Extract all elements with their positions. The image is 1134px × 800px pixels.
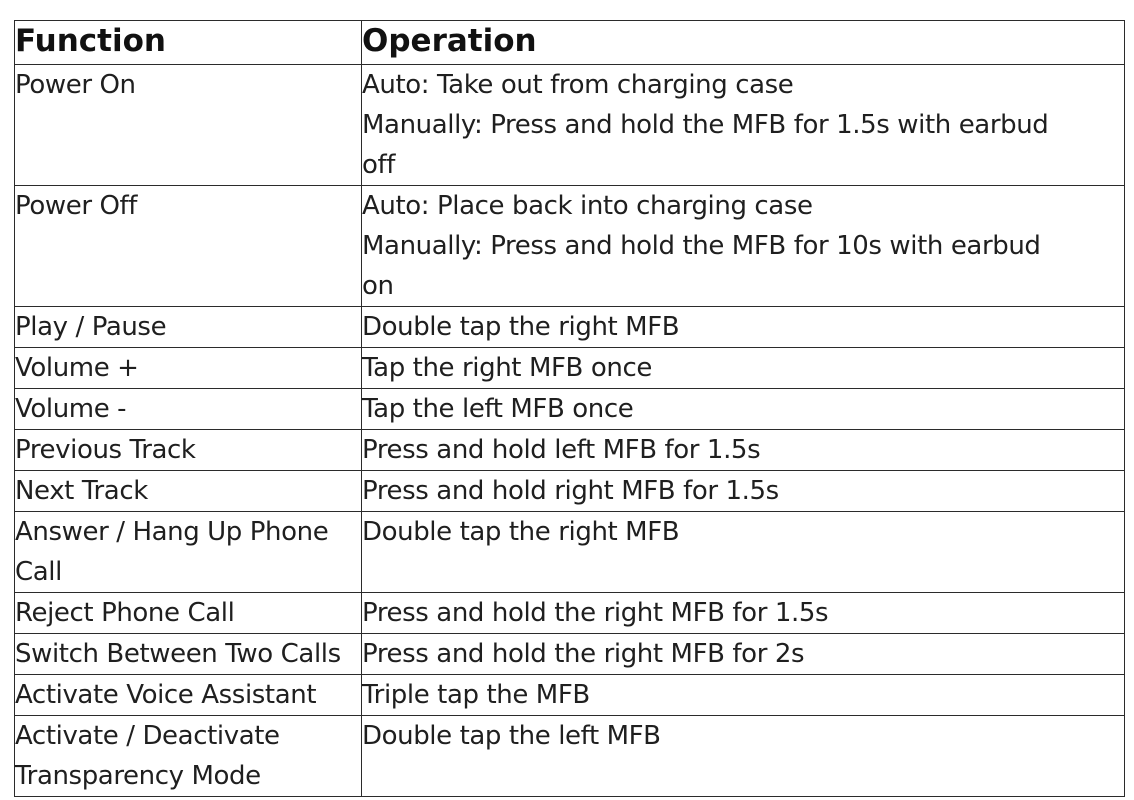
function-text: Volume - bbox=[15, 394, 127, 424]
operation-text: Press and hold the right MFB for 1.5s bbox=[362, 598, 829, 628]
table-row bbox=[15, 716, 1125, 797]
operation-text: Auto: Take out from charging case bbox=[362, 70, 794, 100]
function-text: Volume + bbox=[15, 353, 139, 383]
function-cell bbox=[15, 389, 362, 430]
function-text: Power Off bbox=[15, 191, 138, 221]
table-row bbox=[15, 348, 1125, 389]
function-cell bbox=[15, 512, 362, 593]
operation-cell bbox=[362, 65, 1125, 186]
function-text: Answer / Hang Up Phone bbox=[15, 517, 329, 547]
operation-cell bbox=[362, 307, 1125, 348]
function-cell bbox=[15, 675, 362, 716]
operation-text: Double tap the right MFB bbox=[362, 312, 680, 342]
function-cell bbox=[15, 65, 362, 186]
operation-cell bbox=[362, 348, 1125, 389]
table-row bbox=[15, 389, 1125, 430]
function-text: Activate / Deactivate bbox=[15, 721, 280, 751]
table-row bbox=[15, 430, 1125, 471]
operation-text: Double tap the left MFB bbox=[362, 721, 661, 751]
function-text: Transparency Mode bbox=[15, 761, 261, 791]
function-text: Previous Track bbox=[15, 435, 196, 465]
function-cell bbox=[15, 430, 362, 471]
function-cell bbox=[15, 471, 362, 512]
function-text: Next Track bbox=[15, 476, 148, 506]
operation-cell bbox=[362, 389, 1125, 430]
table-row bbox=[15, 307, 1125, 348]
operation-text: on bbox=[362, 271, 394, 301]
operation-text: Tap the left MFB once bbox=[362, 394, 634, 424]
function-operation-table bbox=[14, 20, 1125, 797]
function-cell bbox=[15, 716, 362, 797]
operation-text: Manually: Press and hold the MFB for 1.5s with earbud bbox=[362, 110, 1049, 140]
operation-cell bbox=[362, 471, 1125, 512]
function-cell bbox=[15, 348, 362, 389]
function-cell bbox=[15, 593, 362, 634]
table-row bbox=[15, 593, 1125, 634]
table-row bbox=[15, 634, 1125, 675]
table-body bbox=[15, 65, 1125, 797]
function-text: Switch Between Two Calls bbox=[15, 639, 341, 669]
function-text: Activate Voice Assistant bbox=[15, 680, 317, 710]
operation-cell bbox=[362, 593, 1125, 634]
function-cell bbox=[15, 634, 362, 675]
table-row bbox=[15, 675, 1125, 716]
operation-text: Auto: Place back into charging case bbox=[362, 191, 813, 221]
function-text: Power On bbox=[15, 70, 136, 100]
function-text: Play / Pause bbox=[15, 312, 167, 342]
function-text: Reject Phone Call bbox=[15, 598, 235, 628]
operation-text: Press and hold left MFB for 1.5s bbox=[362, 435, 761, 465]
operation-cell bbox=[362, 512, 1125, 593]
table-row bbox=[15, 512, 1125, 593]
operation-cell bbox=[362, 716, 1125, 797]
operation-text: Press and hold right MFB for 1.5s bbox=[362, 476, 779, 506]
operation-text: Tap the right MFB once bbox=[362, 353, 652, 383]
operation-text: Press and hold the right MFB for 2s bbox=[362, 639, 805, 669]
header-operation: Operation bbox=[362, 21, 1125, 65]
table-row bbox=[15, 65, 1125, 186]
operation-text: Manually: Press and hold the MFB for 10s with earbud bbox=[362, 231, 1041, 261]
operation-text: Triple tap the MFB bbox=[362, 680, 590, 710]
header-function: Function bbox=[15, 21, 362, 65]
operation-text: off bbox=[362, 150, 396, 180]
table-row bbox=[15, 471, 1125, 512]
function-cell bbox=[15, 186, 362, 307]
operation-text: Double tap the right MFB bbox=[362, 517, 680, 547]
table-row bbox=[15, 186, 1125, 307]
function-table-container bbox=[14, 20, 1124, 797]
table-header-row bbox=[15, 21, 1125, 65]
function-text: Call bbox=[15, 557, 62, 587]
operation-cell bbox=[362, 430, 1125, 471]
operation-cell bbox=[362, 675, 1125, 716]
operation-cell bbox=[362, 186, 1125, 307]
function-cell bbox=[15, 307, 362, 348]
operation-cell bbox=[362, 634, 1125, 675]
